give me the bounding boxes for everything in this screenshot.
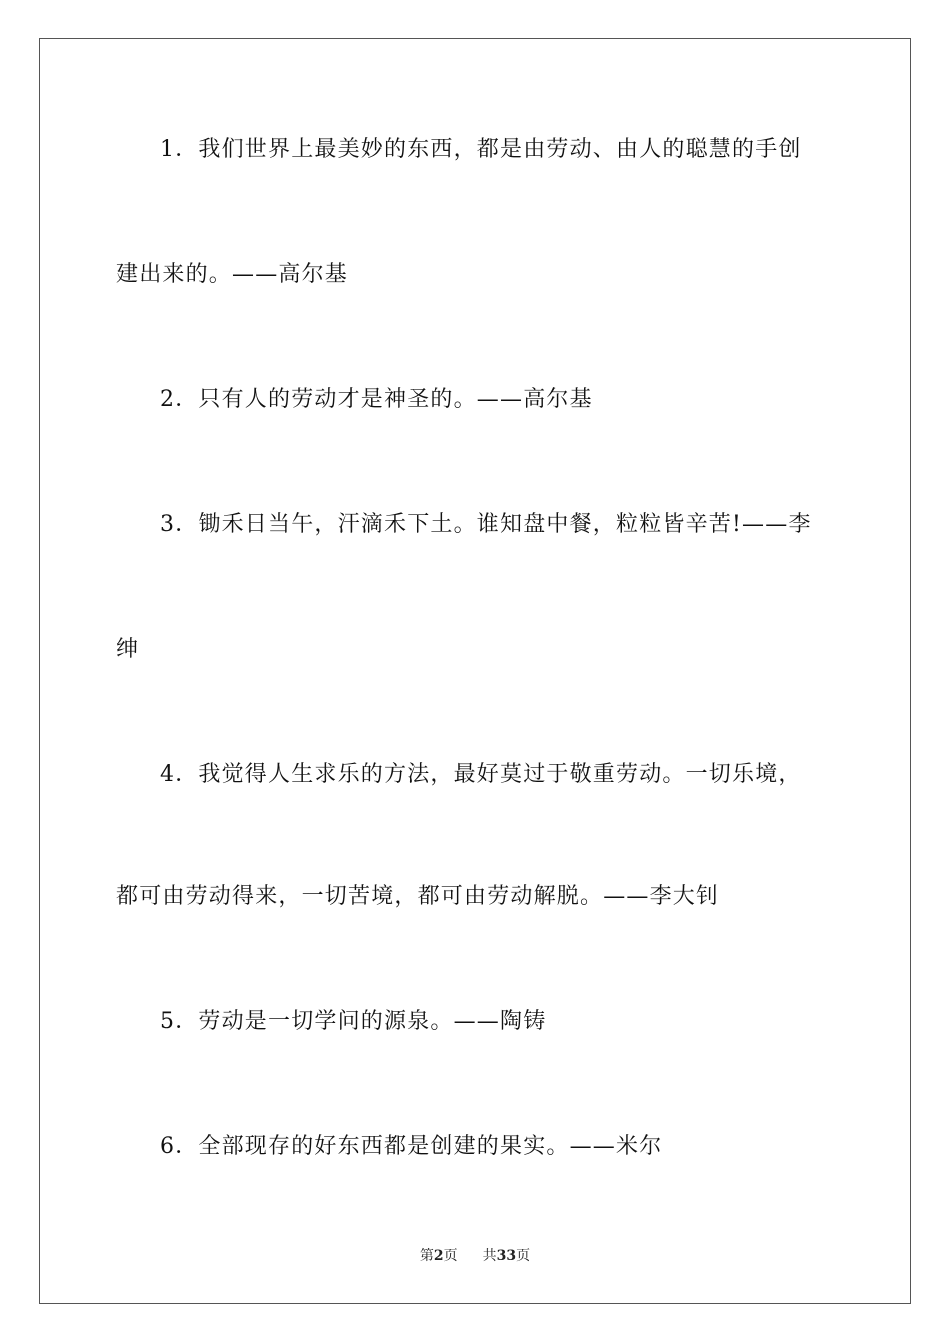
quote-2-line-1: 2．只有人的劳动才是神圣的。——高尔基: [160, 387, 593, 412]
page-footer: [0, 1246, 950, 1266]
total-prefix: 共: [482, 1248, 497, 1264]
quote-4-line-1: 4．我觉得人生求乐的方法，最好莫过于敬重劳动。一切乐境，: [160, 762, 802, 787]
quote-3-line-2: 绅: [116, 637, 140, 662]
page-prefix: 第: [419, 1248, 434, 1264]
page-number: 2: [433, 1248, 444, 1264]
quote-3-line-1: 3．锄禾日当午，汗滴禾下土。谁知盘中餐，粒粒皆辛苦!——李: [160, 512, 812, 537]
quote-1-line-2: 建出来的。——高尔基: [116, 262, 349, 287]
total-suffix: 页: [516, 1248, 531, 1264]
quote-5-line-1: 5．劳动是一切学问的源泉。——陶铸: [160, 1009, 547, 1034]
page-suffix: 页: [443, 1248, 458, 1264]
quote-1-line-1: 1．我们世界上最美妙的东西，都是由劳动、由人的聪慧的手创: [160, 137, 802, 162]
total-pages: 33: [496, 1248, 517, 1264]
page-border: [39, 38, 911, 1304]
quote-6-line-1: 6．全部现存的好东西都是创建的果实。——米尔: [160, 1134, 663, 1159]
quote-4-line-2: 都可由劳动得来，一切苦境，都可由劳动解脱。——李大钊: [116, 884, 720, 909]
